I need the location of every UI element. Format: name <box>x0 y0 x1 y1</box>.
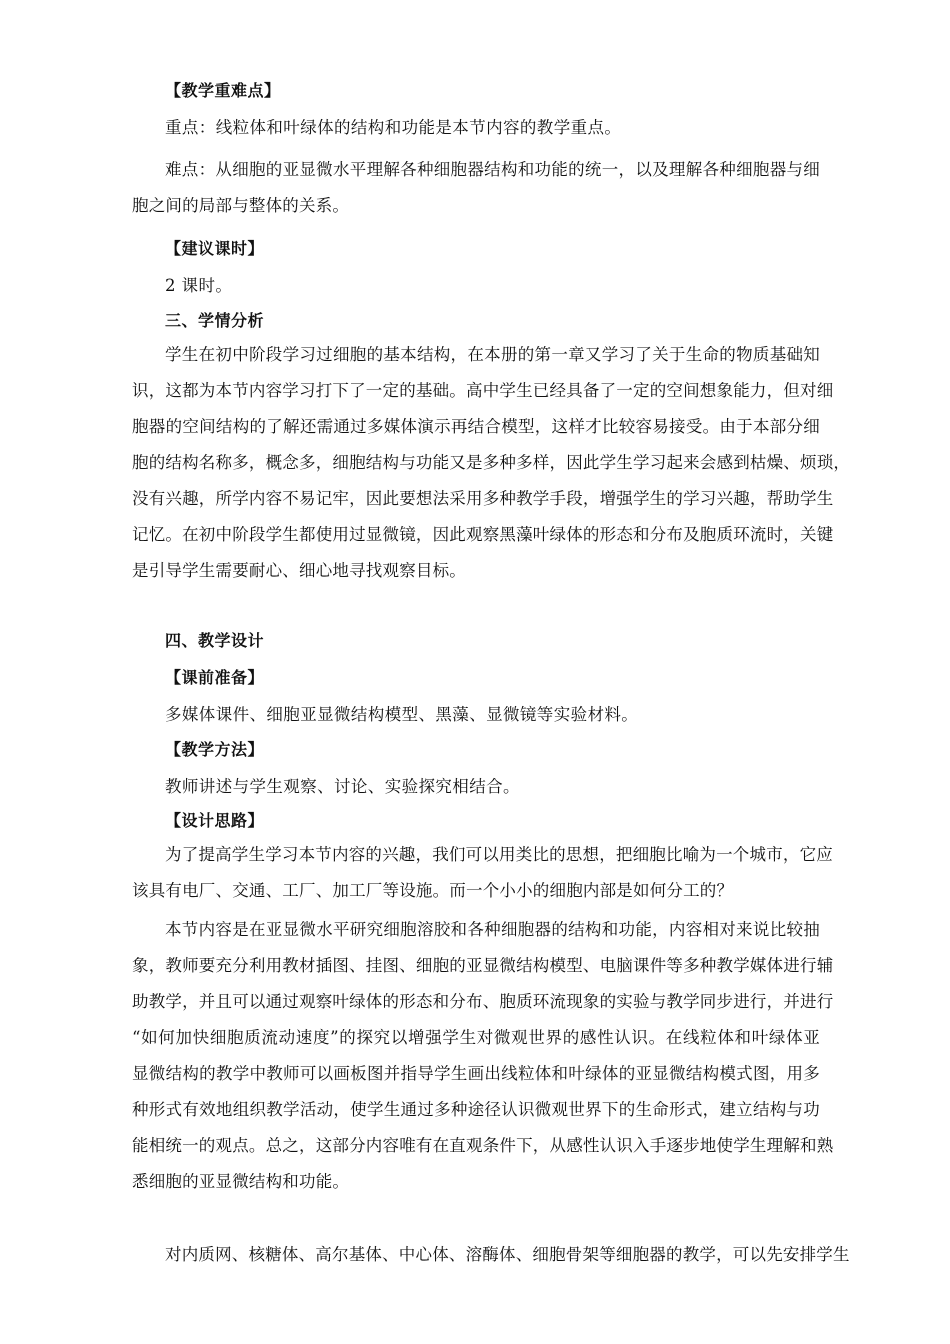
paragraph-line: 该具有电厂、交通、工厂、加工厂等设施。而一个小小的细胞内部是如何分工的？ <box>132 881 734 900</box>
paragraph-line: 能相统一的观点。总之，这部分内容唯有在直观条件下，从感性认识入手逐步地使学生理解和熟 <box>132 1136 834 1155</box>
paragraph-line: 为了提高学生学习本节内容的兴趣，我们可以用类比的思想，把细胞比喻为一个城市，它应 <box>165 845 833 864</box>
class-hours-text: 2 课时。 <box>165 276 233 295</box>
prep-text: 多媒体课件、细胞亚显微结构模型、黑藻、显微镜等实验材料。 <box>165 705 639 724</box>
paragraph-line: “如何加快细胞质流动速度”的探究以增强学生对微观世界的感性认识。在线粒体和叶绿体亚 <box>132 1028 820 1047</box>
key-points-heading: 【教学重难点】 <box>165 81 281 100</box>
paragraph-line: 难点：从细胞的亚显微水平理解各种细胞器结构和功能的统一，以及理解各种细胞器与细 <box>165 160 820 179</box>
analysis-heading: 三、学情分析 <box>165 311 265 330</box>
idea-heading: 【设计思路】 <box>165 811 265 830</box>
idea-paragraph-3 <box>132 1245 850 1281</box>
paragraph-line: 象，教师要充分利用教材插图、挂图、细胞的亚显微结构模型、电脑课件等多种教学媒体进行辅 <box>132 956 834 975</box>
paragraph-line: 没有兴趣，所学内容不易记牢，因此要想法采用多种教学手段，增强学生的学习兴趣，帮助学生 <box>132 489 834 508</box>
paragraph-line: 胞的结构名称多，概念多，细胞结构与功能又是多种多样，因此学生学习起来会感到枯燥、烦琐， <box>132 453 851 472</box>
method-heading: 【教学方法】 <box>165 740 265 759</box>
paragraph-line: 对内质网、核糖体、高尔基体、中心体、溶酶体、细胞骨架等细胞器的教学，可以先安排学生 <box>165 1245 850 1264</box>
idea-paragraph-1 <box>132 845 833 917</box>
paragraph-line: 悉细胞的亚显微结构和功能。 <box>132 1172 350 1191</box>
prep-heading: 【课前准备】 <box>165 668 265 687</box>
paragraph-line: 显微结构的教学中教师可以画板图并指导学生画出线粒体和叶绿体的亚显微结构模式图，用多 <box>132 1064 820 1083</box>
paragraph-line: 是引导学生需要耐心、细心地寻找观察目标。 <box>132 561 466 580</box>
method-text: 教师讲述与学生观察、讨论、实验探究相结合。 <box>165 777 520 796</box>
difficulty-paragraph <box>132 160 820 232</box>
paragraph-line: 记忆。在初中阶段学生都使用过显微镜，因此观察黑藻叶绿体的形态和分布及胞质环流时，关键 <box>132 525 834 544</box>
paragraph-line: 种形式有效地组织教学活动，使学生通过多种途径认识微观世界下的生命形式，建立结构与功 <box>132 1100 820 1119</box>
design-heading: 四、教学设计 <box>165 631 265 650</box>
class-hours-heading: 【建议课时】 <box>165 239 265 258</box>
analysis-paragraph <box>132 345 851 597</box>
paragraph-line: 本节内容是在亚显微水平研究细胞溶胶和各种细胞器的结构和功能，内容相对来说比较抽 <box>165 920 820 939</box>
paragraph-line: 学生在初中阶段学习过细胞的基本结构，在本册的第一章又学习了关于生命的物质基础知 <box>165 345 820 364</box>
key-point-text: 重点：线粒体和叶绿体的结构和功能是本节内容的教学重点。 <box>165 118 622 137</box>
paragraph-line: 识，这都为本节内容学习打下了一定的基础。高中学生已经具备了一定的空间想象能力，但对细 <box>132 381 834 400</box>
idea-paragraph-2 <box>132 920 834 1208</box>
paragraph-line: 胞之间的局部与整体的关系。 <box>132 196 350 215</box>
paragraph-line: 胞器的空间结构的了解还需通过多媒体演示再结合模型，这样才比较容易接受。由于本部分细 <box>132 417 820 436</box>
paragraph-line: 助教学，并且可以通过观察叶绿体的形态和分布、胞质环流现象的实验与教学同步进行，并进行 <box>132 992 834 1011</box>
